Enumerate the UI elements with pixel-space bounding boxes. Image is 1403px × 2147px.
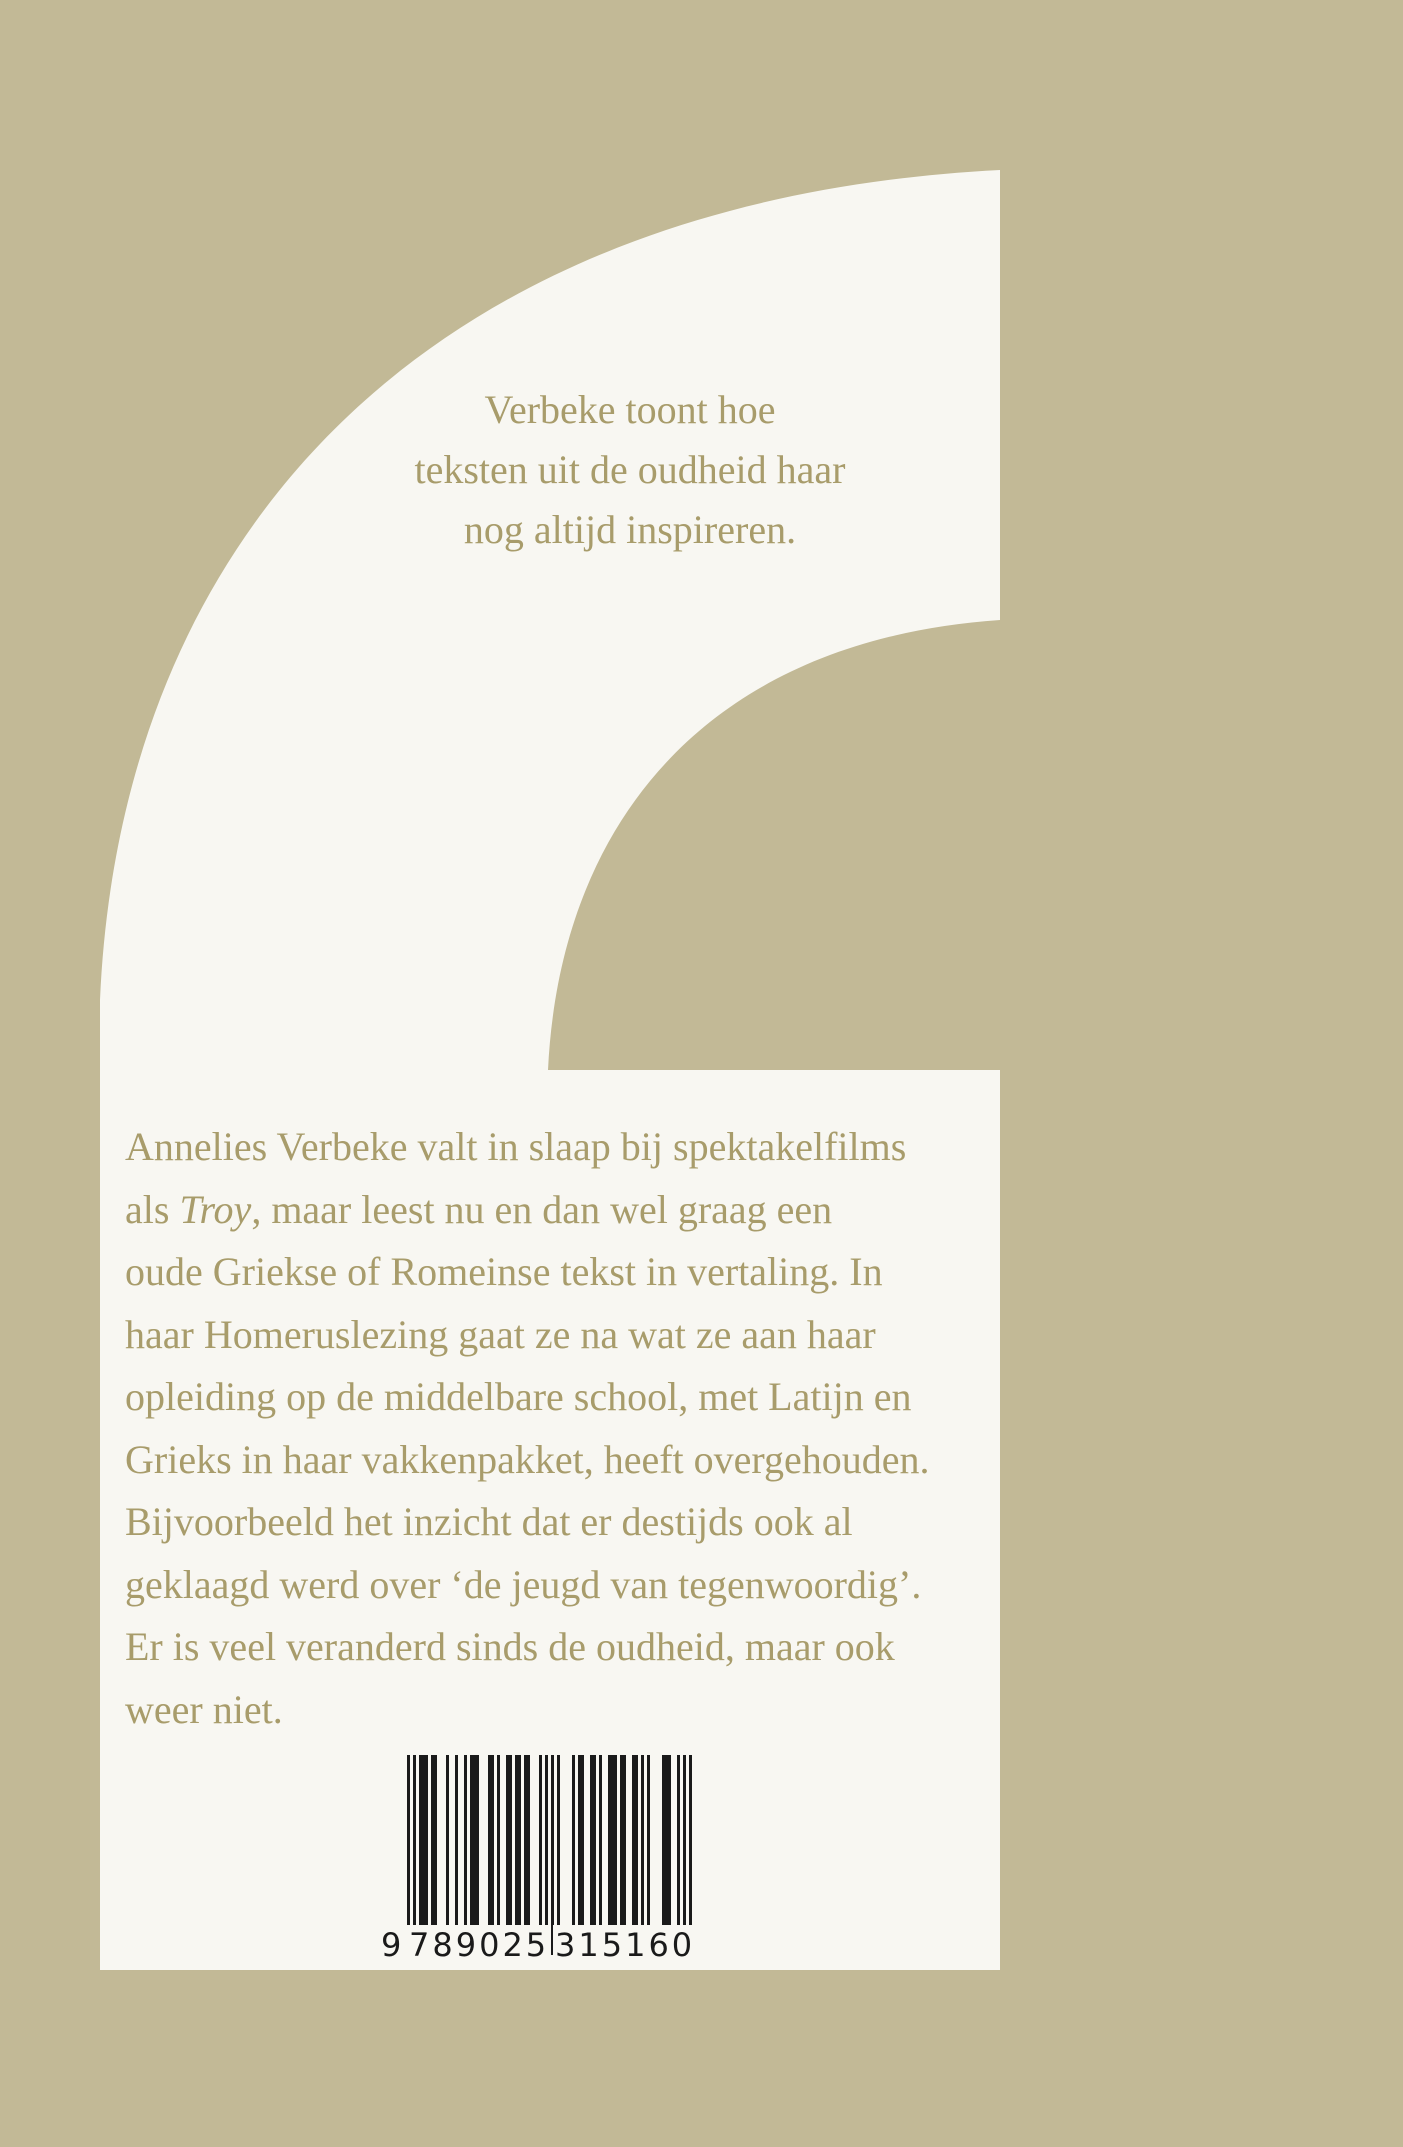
barcode-bar bbox=[590, 1755, 593, 1925]
barcode-bar bbox=[425, 1755, 428, 1925]
isbn-first-digit: 9 bbox=[381, 1926, 402, 1964]
description-line: geklaagd werd over ‘de jeugd van tegenwoordig’. bbox=[125, 1561, 922, 1607]
barcode-bar bbox=[497, 1755, 500, 1925]
barcode-bar bbox=[614, 1755, 617, 1925]
barcode-bar bbox=[473, 1755, 476, 1925]
barcode-bar bbox=[647, 1755, 650, 1925]
barcode-bar bbox=[506, 1755, 509, 1925]
barcode-bar bbox=[431, 1755, 434, 1925]
barcode-bar bbox=[641, 1755, 644, 1925]
barcode-bar bbox=[488, 1755, 491, 1925]
pull-quote bbox=[400, 380, 860, 560]
description-line: Bijvoorbeeld het inzicht dat er destijds ook al bbox=[125, 1499, 853, 1544]
barcode-bar bbox=[620, 1755, 623, 1925]
barcode-bar bbox=[599, 1755, 602, 1925]
isbn-left-group: 789025 bbox=[409, 1926, 550, 1964]
description-line: oude Griekse of Romeinse tekst in vertaling. In bbox=[125, 1249, 883, 1294]
barcode-bar bbox=[668, 1755, 671, 1925]
description-line: Er is veel veranderd sinds de oudheid, maar ook bbox=[125, 1624, 895, 1669]
barcode-bar bbox=[446, 1755, 449, 1925]
book-description bbox=[125, 1116, 1005, 1741]
barcode-bar bbox=[572, 1755, 575, 1925]
barcode-bar bbox=[455, 1755, 458, 1925]
barcode-bar bbox=[464, 1755, 467, 1925]
pull-quote-line: nog altijd inspireren. bbox=[463, 507, 797, 552]
description-line: als Troy, maar leest nu en dan wel graag een bbox=[125, 1186, 833, 1232]
barcode-bar bbox=[539, 1755, 542, 1925]
barcode-bar bbox=[434, 1755, 437, 1925]
barcode-bar bbox=[581, 1755, 584, 1925]
barcode-bar bbox=[527, 1755, 530, 1925]
barcode-bar bbox=[515, 1755, 518, 1925]
description-line: weer niet. bbox=[125, 1686, 283, 1732]
description-line: opleiding op de middelbare school, met Latijn en bbox=[125, 1374, 912, 1419]
barcode-bar bbox=[476, 1755, 479, 1925]
barcode-bar bbox=[491, 1755, 494, 1925]
film-title: Troy bbox=[179, 1186, 252, 1232]
barcode-bar bbox=[677, 1755, 680, 1925]
isbn-barcode bbox=[375, 1755, 735, 1970]
barcode-bar bbox=[623, 1755, 626, 1925]
barcode-bar bbox=[578, 1755, 581, 1925]
barcode-bar bbox=[509, 1755, 512, 1925]
pull-quote-line: Verbeke toont hoe bbox=[484, 387, 776, 432]
barcode-bar bbox=[422, 1755, 425, 1925]
barcode-bar bbox=[608, 1755, 611, 1925]
barcode-bar bbox=[557, 1755, 560, 1925]
barcode-bar bbox=[524, 1755, 527, 1925]
description-line: Grieks in haar vakkenpakket, heeft overgehouden. bbox=[125, 1436, 930, 1482]
barcode-bar bbox=[593, 1755, 596, 1925]
barcode-bar bbox=[518, 1755, 521, 1925]
barcode-bar bbox=[632, 1755, 635, 1925]
barcode-bar bbox=[611, 1755, 614, 1925]
isbn-right-group: 315160 bbox=[555, 1926, 696, 1964]
pull-quote-line: teksten uit de oudheid haar bbox=[414, 447, 846, 492]
barcode-bar bbox=[635, 1755, 638, 1925]
barcode-bar bbox=[665, 1755, 668, 1925]
description-line: haar Homeruslezing gaat ze na wat ze aan haar bbox=[125, 1311, 876, 1357]
barcode-bar bbox=[470, 1755, 473, 1925]
isbn-digits bbox=[375, 1925, 735, 1970]
barcode-bar bbox=[662, 1755, 665, 1925]
barcode-bar bbox=[419, 1755, 422, 1925]
description-line: Annelies Verbeke valt in slaap bij spektakelfilms bbox=[125, 1124, 907, 1169]
